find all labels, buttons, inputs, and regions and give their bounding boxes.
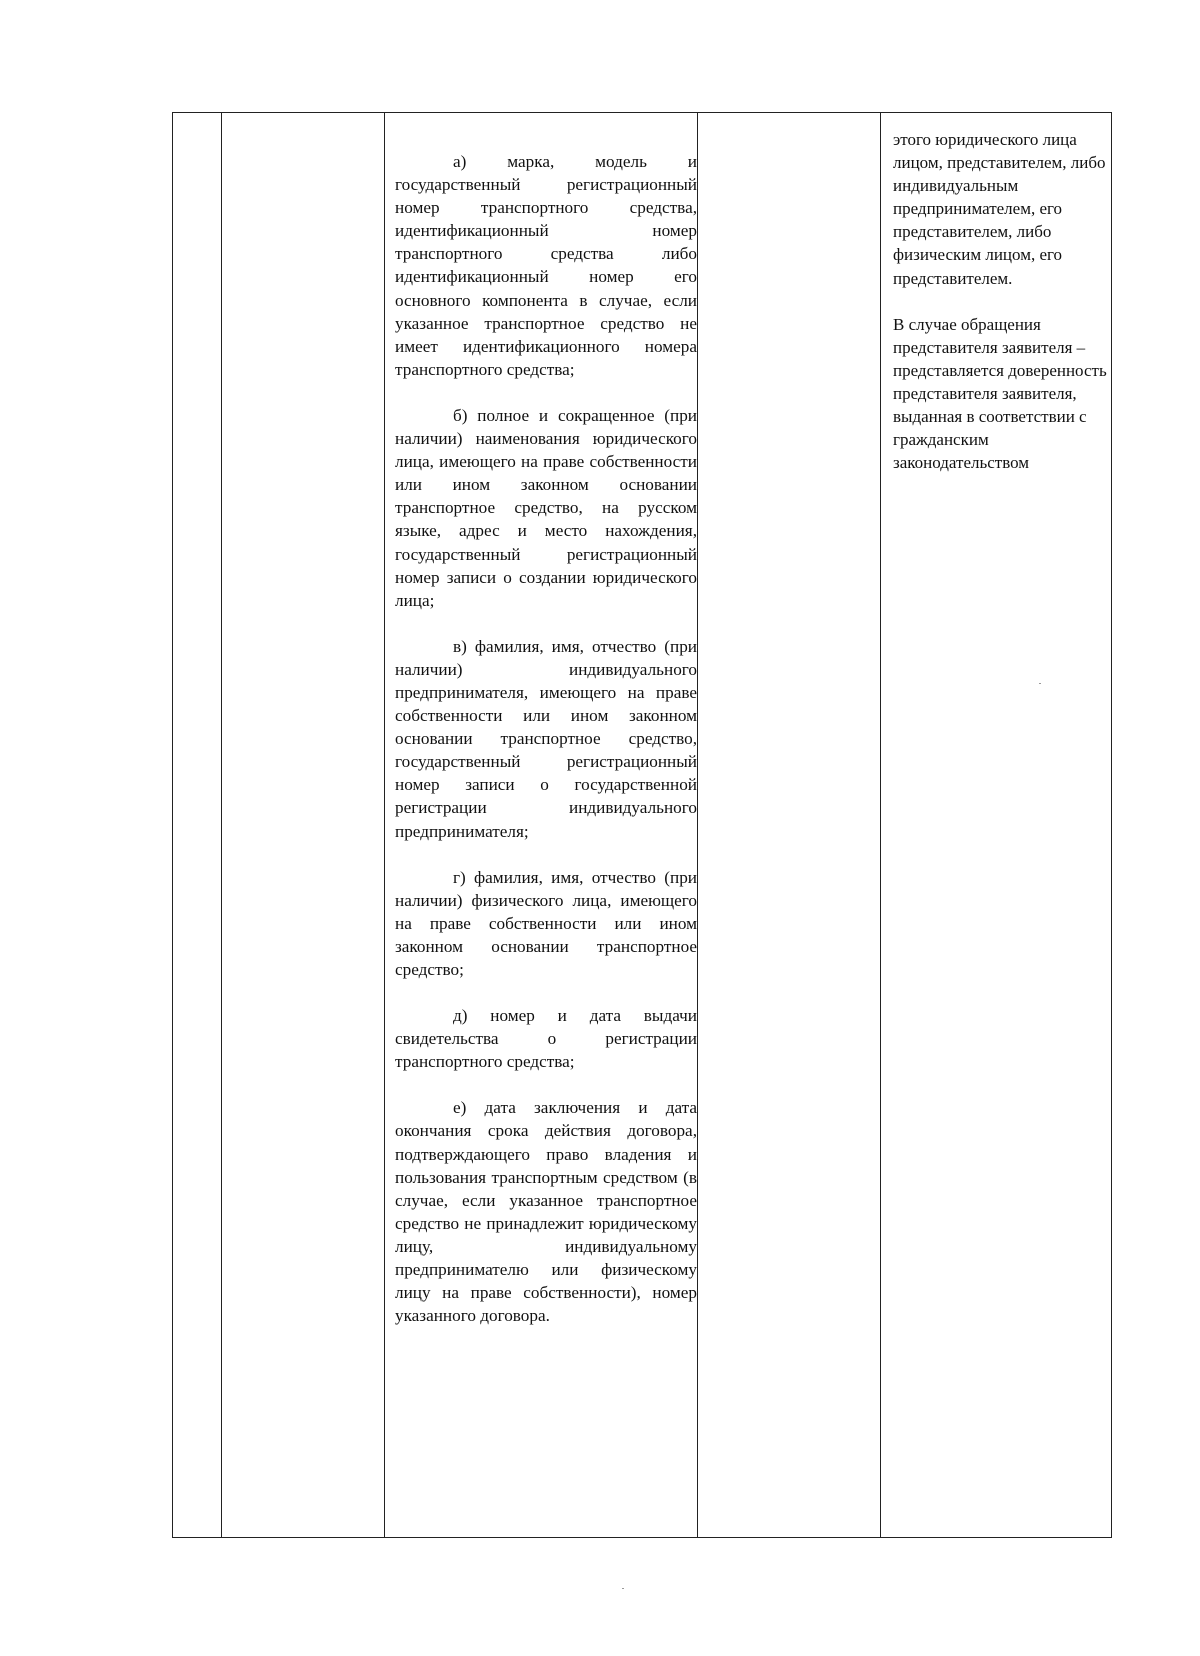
table-column-divider-4: [880, 112, 881, 1538]
spec-item-g: г) фамилия, имя, отчество (при наличии) физического лица, имеющего на праве собственности или ином законном основании транспортное средство;: [395, 867, 697, 979]
spec-item-b: б) полное и сокращенное (при наличии) наименования юридического лица, имеющего на праве собственности или ином законном основании транспортное средство, на русском языке, адрес и место нахождения, государственный регистрационный номер записи о создании юридического лица;: [395, 405, 697, 610]
scan-speck: [1039, 683, 1041, 684]
scan-speck: [622, 1588, 624, 1589]
table-column-divider-3: [697, 112, 698, 1538]
note-signature: этого юридического лица лицом, представителем, либо индивидуальным предпринимателем, его представителем, либо физическим лицом, его представителем.: [893, 130, 1106, 288]
requirements-column: [395, 150, 697, 1350]
notes-column: [893, 128, 1113, 497]
spec-item-v: в) фамилия, имя, отчество (при наличии) индивидуального предпринимателя, имеющего на праве собственности или ином законном основании транспортное средство, государственный регистрационный номер записи о государственной регистрации индивидуального предпринимателя;: [395, 636, 697, 841]
table-column-divider-1: [221, 112, 222, 1538]
spec-item-e: е) дата заключения и дата окончания срока действия договора, подтверждающего право владения и пользования транспортным средством (в случае, если указанное транспортное средство не принадлежит юридическому лицу, индивидуальному предпринимателю или физическому лицу на праве собственности), номер указанного договора.: [395, 1098, 697, 1326]
table-column-divider-2: [384, 112, 385, 1538]
note-representative: В случае обращения представителя заявителя – представляется доверенность представителя заявителя, выданная в соответствии с гражданским законодательством: [893, 314, 1107, 473]
spec-item-a: а) марка, модель и государственный регистрационный номер транспортного средства, идентификационный номер транспортного средства либо идентификационный номер его основного компонента в случае, если указанное транспортное средство не имеет идентификационного номера транспортного средства;: [395, 152, 697, 379]
spec-item-d: д) номер и дата выдачи свидетельства о регистрации транспортного средства;: [395, 1006, 697, 1072]
